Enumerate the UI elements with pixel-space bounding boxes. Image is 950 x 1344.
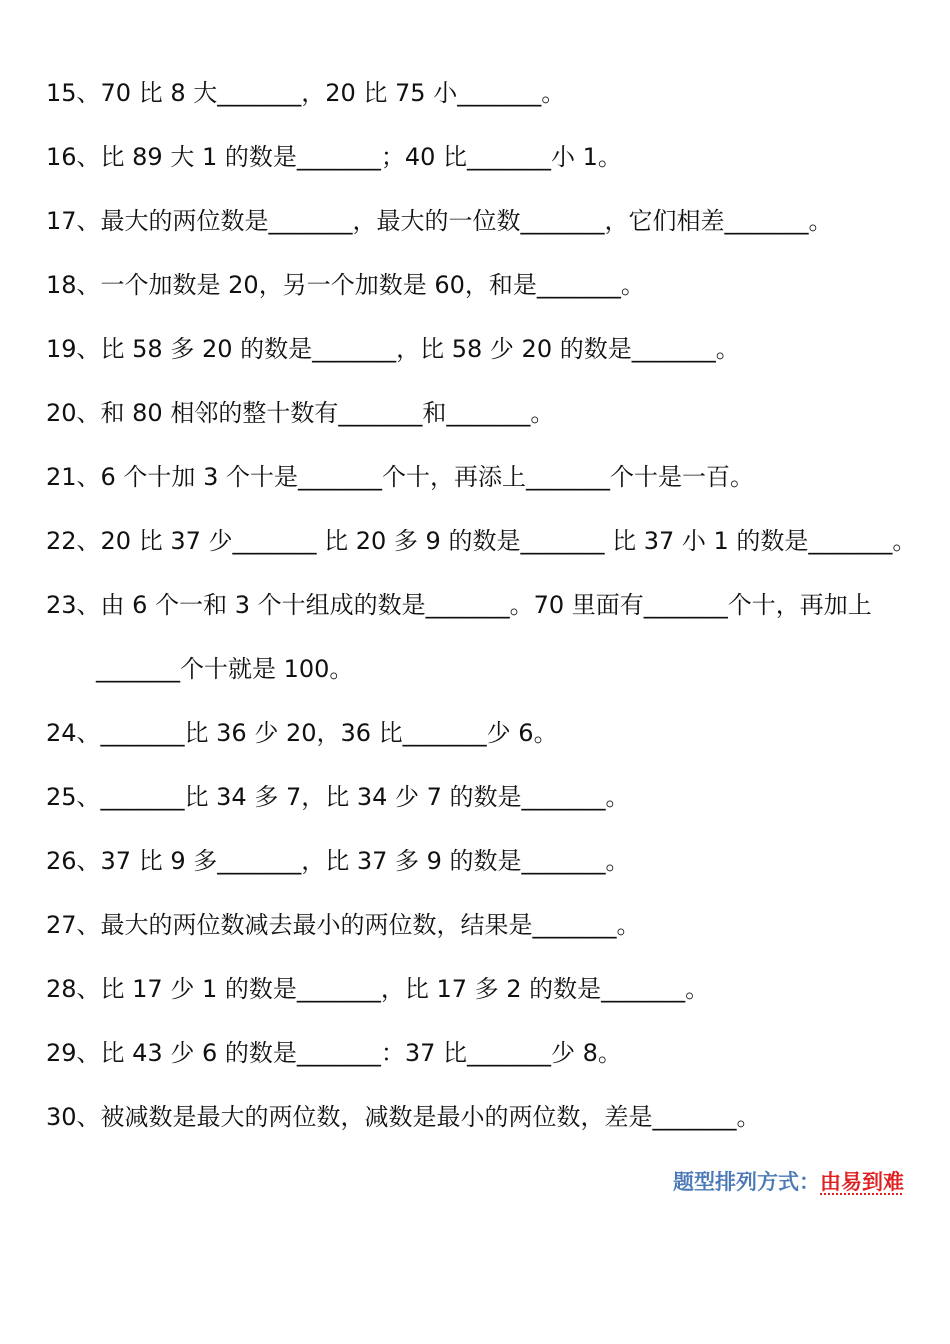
- question-20: 20、和 80 相邻的整十数有_______和_______。: [46, 399, 555, 427]
- question-18: 18、一个加数是 20，另一个加数是 60，和是_______。: [46, 271, 645, 299]
- question-16: 16、比 89 大 1 的数是_______；40 比_______小 1。: [46, 143, 622, 171]
- question-25: 25、_______比 34 多 7，比 34 少 7 的数是_______。: [46, 783, 630, 811]
- question-21: 21、6 个十加 3 个十是_______个十，再添上_______个十是一百。: [46, 463, 754, 491]
- question-26: 26、37 比 9 多_______，比 37 多 9 的数是_______。: [46, 847, 630, 875]
- question-30: 30、被减数是最大的两位数，减数是最小的两位数，差是_______。: [46, 1103, 761, 1131]
- question-27: 27、最大的两位数减去最小的两位数，结果是_______。: [46, 911, 641, 939]
- question-23-continuation: _______个十就是 100。: [96, 655, 354, 683]
- question-19: 19、比 58 多 20 的数是_______，比 58 少 20 的数是_______。: [46, 335, 740, 363]
- question-29: 29、比 43 少 6 的数是_______：37 比_______少 8。: [46, 1039, 622, 1067]
- question-15: 15、70 比 8 大_______，20 比 75 小_______。: [46, 79, 566, 107]
- question-22: 22、20 比 37 少_______ 比 20 多 9 的数是_______ 比 37 小 1 的数是_______。: [46, 527, 917, 555]
- question-28: 28、比 17 少 1 的数是_______，比 17 多 2 的数是_______。: [46, 975, 710, 1003]
- question-17: 17、最大的两位数是_______，最大的一位数_______，它们相差_______。: [46, 207, 833, 235]
- question-23: 23、由 6 个一和 3 个十组成的数是_______。70 里面有_______个十，再加上: [46, 591, 872, 619]
- arrangement-label: 题型排列方式：: [673, 1170, 820, 1194]
- question-24: 24、_______比 36 少 20，36 比_______少 6。: [46, 719, 558, 747]
- arrangement-note: [673, 1168, 904, 1196]
- arrangement-value: 由易到难: [820, 1170, 904, 1194]
